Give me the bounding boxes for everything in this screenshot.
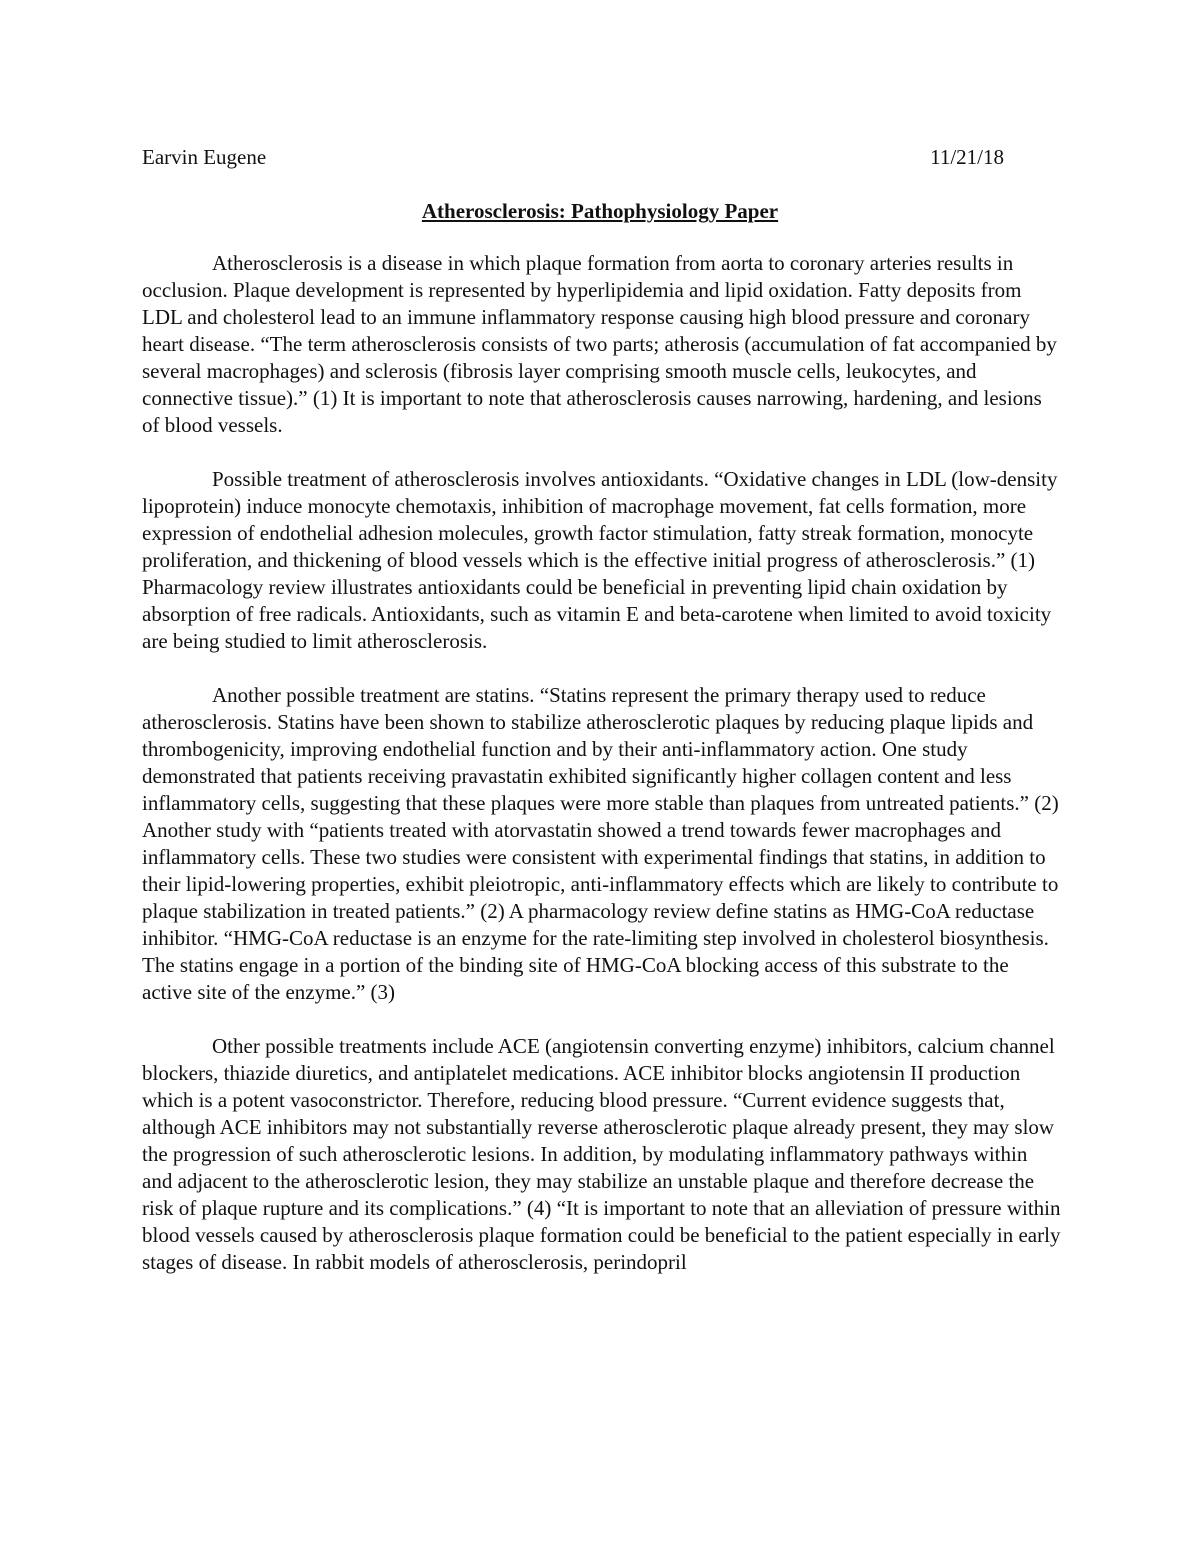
document-date: 11/21/18 bbox=[930, 145, 1004, 169]
author-name: Earvin Eugene bbox=[142, 145, 267, 169]
paragraph-intro: Atherosclerosis is a disease in which plaque formation from aorta to coronary arteries results in occlusion. Plaque development is represented by hyperlipidemia and lipid oxidation. Fatty deposits from LDL and cholesterol lead to an immune inflammatory response causing high blood pressure and coronary heart disease. “The term atherosclerosis consists of two parts; atherosis (accumulation of fat accompanied by several macrophages) and sclerosis (fibrosis layer comprising smooth muscle cells, leukocytes, and connective tissue).” (1) It is important to note that atherosclerosis causes narrowing, hardening, and lesions of blood vessels. bbox=[142, 251, 1057, 437]
paper-body bbox=[142, 250, 1062, 1303]
paragraph-antioxidants: Possible treatment of atherosclerosis involves antioxidants. “Oxidative changes in LDL (low-density lipoprotein) induce monocyte chemotaxis, inhibition of macrophage movement, fat cells formation, more expression of endothelial adhesion molecules, growth factor stimulation, fatty streak formation, monocyte proliferation, and thickening of blood vessels which is the effective initial progress of atherosclerosis.” (1) Pharmacology review illustrates antioxidants could be beneficial in preventing lipid chain oxidation by absorption of free radicals. Antioxidants, such as vitamin E and beta-carotene when limited to avoid toxicity are being studied to limit atherosclerosis. bbox=[142, 467, 1058, 653]
paragraph-statins: Another possible treatment are statins. “Statins represent the primary therapy used to reduce atherosclerosis. Statins have been shown to stabilize atherosclerotic plaques by reducing plaque lipids and thrombogenicity, improving endothelial function and by their anti-inflammatory action. One study demonstrated that patients receiving pravastatin exhibited significantly higher collagen content and less inflammatory cells, suggesting that these plaques were more stable than plaques from untreated patients.” (2) Another study with “patients treated with atorvastatin showed a trend towards fewer macrophages and inflammatory cells. These two studies were consistent with experimental findings that statins, in addition to their lipid-lowering properties, exhibit pleiotropic, anti-inflammatory effects which are likely to contribute to plaque stabilization in treated patients.” (2) A pharmacology review define statins as HMG-CoA reductase inhibitor. “HMG-CoA reductase is an enzyme for the rate-limiting step involved in cholesterol biosynthesis. The statins engage in a portion of the binding site of HMG-CoA blocking access of this substrate to the active site of the enzyme.” (3) bbox=[142, 683, 1059, 1004]
paper-title: Atherosclerosis: Pathophysiology Paper bbox=[421, 199, 779, 223]
document-header bbox=[142, 144, 1004, 170]
paragraph-ace-inhibitors: Other possible treatments include ACE (angiotensin converting enzyme) inhibitors, calcium channel blockers, thiazide diuretics, and antiplatelet medications. ACE inhibitor blocks angiotensin II production which is a potent vasoconstrictor. Therefore, reducing blood pressure. “Current evidence suggests that, although ACE inhibitors may not substantially reverse atherosclerotic plaque already present, they may slow the progression of such atherosclerotic lesions. In addition, by modulating inflammatory pathways within and adjacent to the atherosclerotic lesion, they may stabilize an unstable plaque and therefore decrease the risk of plaque rupture and its complications.” (4) “It is important to note that an alleviation of pressure within blood vessels caused by atherosclerosis plaque formation could be beneficial to the patient especially in early stages of disease. In rabbit models of atherosclerosis, perindopril bbox=[142, 1034, 1061, 1274]
